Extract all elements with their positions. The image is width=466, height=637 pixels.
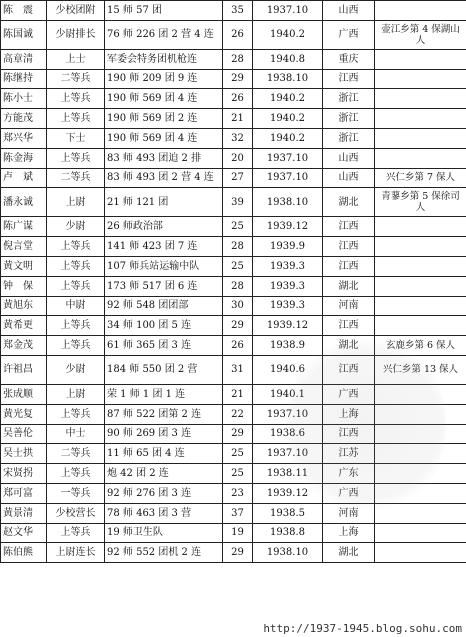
cell-date: 1940.2 [253,109,323,129]
cell-date: 1939.12 [253,217,323,237]
cell-name: 吴善伦 [1,424,47,444]
cell-unit: 107 师兵站运输中队 [105,256,223,276]
cell-name: 黄景清 [1,503,47,523]
cell-unit: 军委会特务团机枪连 [105,49,223,69]
cell-province: 湖北 [323,276,375,296]
cell-name: 许祖昌 [1,355,47,384]
cell-unit: 87 师 522 团第 2 连 [105,404,223,424]
cell-note [375,148,466,168]
cell-age: 37 [223,503,253,523]
cell-name: 陈国诚 [1,20,47,49]
cell-unit: 83 师 493 团迫 2 排 [105,148,223,168]
cell-note [375,276,466,296]
cell-name: 宋贤拐 [1,464,47,484]
cell-date: 1938.9 [253,336,323,356]
cell-note [375,296,466,316]
cell-age: 28 [223,276,253,296]
cell-note: 兴仁乡第 7 保人 [375,168,466,188]
cell-date: 1938.11 [253,464,323,484]
cell-province: 湖北 [323,336,375,356]
cell-province: 江西 [323,237,375,257]
cell-note [375,503,466,523]
cell-age: 29 [223,69,253,89]
table-row [1,89,466,109]
cell-age: 29 [223,543,253,563]
cell-date: 1939.3 [253,276,323,296]
table-row [1,523,466,543]
cell-province: 浙江 [323,109,375,129]
cell-note [375,256,466,276]
cell-note [375,444,466,464]
cell-note [375,464,466,484]
cell-age: 28 [223,49,253,69]
cell-rank: 上等兵 [47,404,105,424]
cell-rank: 二等兵 [47,168,105,188]
cell-age: 21 [223,109,253,129]
cell-date: 1939.3 [253,296,323,316]
cell-rank: 二等兵 [47,444,105,464]
cell-rank: 上尉连长 [47,543,105,563]
cell-name: 潘永诚 [1,188,47,217]
table-row [1,404,466,424]
cell-province: 江苏 [323,444,375,464]
cell-name: 陈小士 [1,89,47,109]
cell-province: 湖北 [323,188,375,217]
table-row [1,168,466,188]
cell-date: 1940.8 [253,49,323,69]
cell-date: 1937.10 [253,1,323,21]
cell-note [375,543,466,563]
cell-province: 广东 [323,464,375,484]
cell-date: 1939.3 [253,256,323,276]
cell-date: 1937.10 [253,444,323,464]
table-row [1,424,466,444]
cell-name: 陈继持 [1,69,47,89]
cell-rank: 上等兵 [47,237,105,257]
table-row [1,296,466,316]
cell-note [375,404,466,424]
cell-name: 陈广谋 [1,217,47,237]
cell-note: 壶江乡第 4 保湖山人 [375,20,466,49]
cell-rank: 上等兵 [47,148,105,168]
cell-rank: 上等兵 [47,109,105,129]
cell-name: 陈金海 [1,148,47,168]
cell-name: 黄旭东 [1,296,47,316]
cell-date: 1938.10 [253,188,323,217]
table-row [1,464,466,484]
table-row [1,444,466,464]
site-url: http://1937-1945.blog.sohu.com [263,622,462,635]
cell-note [375,237,466,257]
cell-unit: 19 师卫生队 [105,523,223,543]
cell-age: 25 [223,464,253,484]
cell-unit: 11 师 65 团 4 连 [105,444,223,464]
cell-age: 25 [223,444,253,464]
cell-unit: 92 师 276 团 3 连 [105,483,223,503]
cell-name: 陈伯熊 [1,543,47,563]
cell-age: 26 [223,89,253,109]
cell-age: 35 [223,1,253,21]
cell-note [375,217,466,237]
cell-name: 钟 保 [1,276,47,296]
cell-age: 29 [223,424,253,444]
cell-unit: 78 师 463 团 3 营 [105,503,223,523]
cell-note [375,384,466,404]
cell-age: 21 [223,384,253,404]
table-row [1,49,466,69]
cell-name: 黄希更 [1,316,47,336]
cell-age: 26 [223,20,253,49]
cell-rank: 上等兵 [47,256,105,276]
cell-date: 1940.2 [253,89,323,109]
cell-province: 山西 [323,148,375,168]
cell-name: 陈 震 [1,1,47,21]
cell-age: 27 [223,168,253,188]
cell-name: 高章清 [1,49,47,69]
cell-age: 32 [223,128,253,148]
cell-province: 山西 [323,1,375,21]
table-row [1,256,466,276]
cell-province: 重庆 [323,49,375,69]
cell-unit: 92 师 552 团机 2 连 [105,543,223,563]
cell-date: 1938.10 [253,69,323,89]
cell-unit: 173 师 517 团 6 连 [105,276,223,296]
cell-unit: 92 师 548 团团部 [105,296,223,316]
cell-province: 山西 [323,168,375,188]
cell-date: 1938.5 [253,503,323,523]
cell-note [375,424,466,444]
cell-note [375,89,466,109]
cell-note [375,109,466,129]
cell-rank: 中尉 [47,296,105,316]
cell-unit: 190 师 569 团 2 连 [105,109,223,129]
cell-note [375,523,466,543]
cell-province: 上海 [323,523,375,543]
cell-date: 1939.12 [253,483,323,503]
table-row [1,20,466,49]
cell-date: 1939.12 [253,316,323,336]
cell-province: 河南 [323,296,375,316]
cell-unit: 34 师 100 团 5 连 [105,316,223,336]
cell-name: 黄光复 [1,404,47,424]
table-body [1,1,466,563]
cell-province: 浙江 [323,89,375,109]
cell-unit: 141 师 423 团 7 连 [105,237,223,257]
cell-age: 26 [223,336,253,356]
cell-date: 1940.6 [253,355,323,384]
cell-province: 上海 [323,404,375,424]
cell-note: 玄鹿乡第 6 保人 [375,336,466,356]
cell-unit: 90 师 269 团 3 连 [105,424,223,444]
cell-rank: 上等兵 [47,276,105,296]
table-row [1,316,466,336]
cell-age: 39 [223,188,253,217]
cell-name: 卢 斌 [1,168,47,188]
table-row [1,336,466,356]
cell-province: 河南 [323,503,375,523]
table-row [1,543,466,563]
table-row [1,355,466,384]
cell-age: 31 [223,355,253,384]
cell-rank: 少尉排长 [47,20,105,49]
cell-rank: 少尉 [47,217,105,237]
cell-date: 1937.10 [253,148,323,168]
cell-province: 江西 [323,424,375,444]
cell-rank: 上尉 [47,188,105,217]
cell-name: 张成顺 [1,384,47,404]
cell-note [375,1,466,21]
cell-rank: 上等兵 [47,523,105,543]
cell-rank: 上等兵 [47,464,105,484]
cell-rank: 上尉 [47,384,105,404]
cell-rank: 上等兵 [47,336,105,356]
cell-unit: 炮 42 团 2 连 [105,464,223,484]
cell-province: 江西 [323,217,375,237]
cell-note: 兴仁乡第 13 保人 [375,355,466,384]
table-row [1,237,466,257]
cell-unit: 190 师 209 团 9 连 [105,69,223,89]
cell-unit: 190 师 569 团 4 连 [105,128,223,148]
cell-unit: 21 师 121 团 [105,188,223,217]
cell-note [375,49,466,69]
cell-age: 25 [223,256,253,276]
cell-date: 1939.9 [253,237,323,257]
cell-province: 广西 [323,20,375,49]
cell-province: 江西 [323,316,375,336]
cell-rank: 下士 [47,128,105,148]
table-row [1,276,466,296]
cell-name: 郑可富 [1,483,47,503]
cell-unit: 83 师 493 团 2 营 4 连 [105,168,223,188]
cell-age: 29 [223,316,253,336]
cell-note [375,128,466,148]
cell-rank: 上等兵 [47,89,105,109]
table-row [1,188,466,217]
cell-province: 江西 [323,69,375,89]
table-row [1,109,466,129]
cell-rank: 上士 [47,49,105,69]
cell-name: 方能茂 [1,109,47,129]
cell-age: 28 [223,237,253,257]
cell-rank: 二等兵 [47,69,105,89]
cell-age: 25 [223,217,253,237]
table-row [1,128,466,148]
cell-rank: 少校营长 [47,503,105,523]
cell-name: 郑兴华 [1,128,47,148]
cell-unit: 184 师 550 团 2 营 [105,355,223,384]
table-row [1,503,466,523]
cell-date: 1940.1 [253,384,323,404]
table-row [1,1,466,21]
cell-name: 赵文华 [1,523,47,543]
cell-unit: 15 师 57 团 [105,1,223,21]
cell-rank: 中士 [47,424,105,444]
cell-name: 郑金茂 [1,336,47,356]
cell-province: 广西 [323,483,375,503]
cell-age: 19 [223,523,253,543]
cell-age: 30 [223,296,253,316]
cell-rank: 一等兵 [47,483,105,503]
cell-note [375,69,466,89]
cell-note [375,316,466,336]
cell-name: 倪言堂 [1,237,47,257]
table-row [1,148,466,168]
cell-province: 江西 [323,355,375,384]
table-row [1,483,466,503]
cell-unit: 26 师政治部 [105,217,223,237]
cell-date: 1940.2 [253,20,323,49]
cell-age: 23 [223,483,253,503]
cell-unit: 76 师 226 团 2 营 4 连 [105,20,223,49]
cell-unit: 荣 1 师 1 团 1 连 [105,384,223,404]
cell-date: 1938.8 [253,523,323,543]
cell-rank: 少尉 [47,355,105,384]
cell-rank: 上等兵 [47,316,105,336]
cell-date: 1938.10 [253,543,323,563]
cell-unit: 61 师 365 团 3 连 [105,336,223,356]
cell-province: 浙江 [323,128,375,148]
cell-age: 20 [223,148,253,168]
cell-date: 1938.6 [253,424,323,444]
cell-name: 吴士拱 [1,444,47,464]
cell-province: 广西 [323,384,375,404]
cell-name: 黄文明 [1,256,47,276]
cell-note [375,483,466,503]
cell-unit: 190 师 569 团 4 连 [105,89,223,109]
cell-age: 22 [223,404,253,424]
table-row [1,217,466,237]
cell-date: 1937.10 [253,404,323,424]
cell-date: 1940.2 [253,128,323,148]
table-row [1,69,466,89]
cell-province: 湖北 [323,543,375,563]
cell-province: 江西 [323,256,375,276]
cell-rank: 少校团附 [47,1,105,21]
cell-date: 1937.10 [253,168,323,188]
table-row [1,384,466,404]
cell-note: 青蓼乡第 5 保徐司人 [375,188,466,217]
